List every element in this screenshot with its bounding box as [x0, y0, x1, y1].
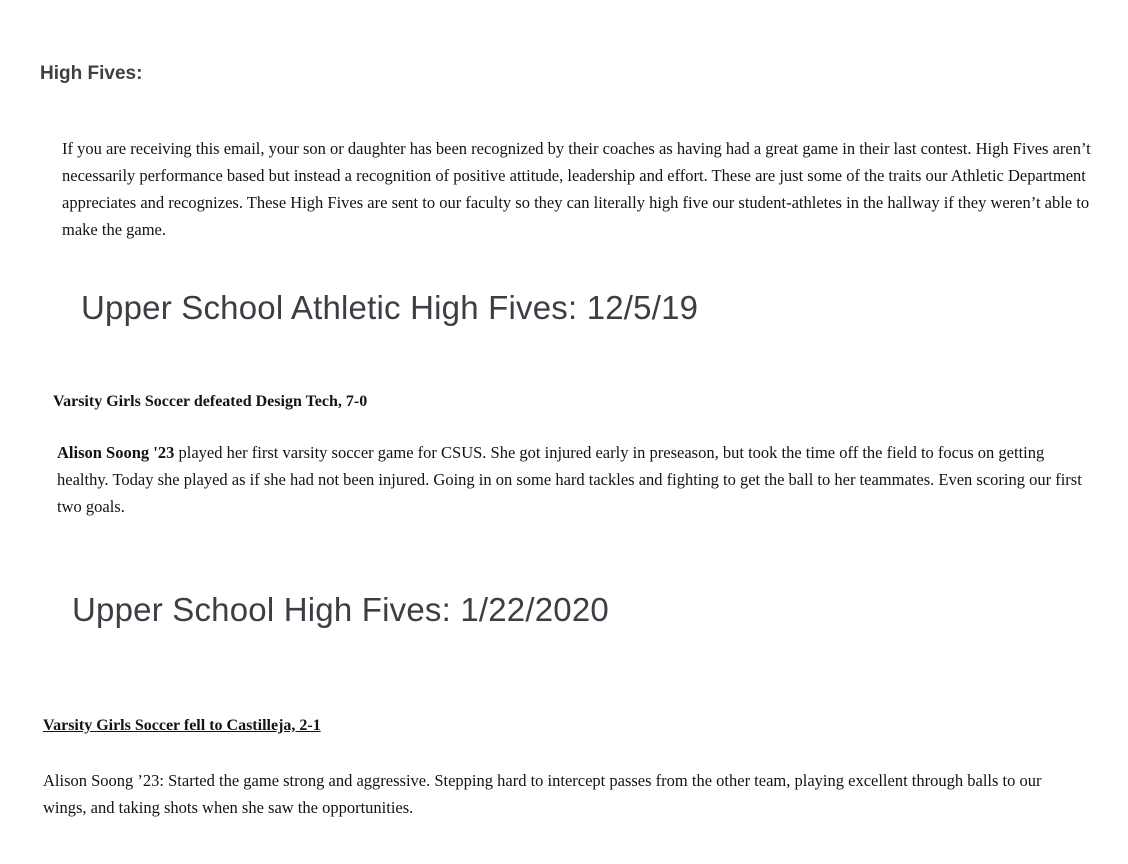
athlete-recap-text: played her first varsity soccer game for CSUS. She got injured early in preseason, but took the time off the field to focus on getting healthy. Today she played as if she had not been injured. Going in on some hard tackles and fighting to get the ball to her teammates. Even scoring our first two goals.	[57, 443, 1082, 516]
document-title: High Fives:	[40, 63, 143, 84]
match-result-subheading-castilleja: Varsity Girls Soccer fell to Castilleja, 2-1	[43, 717, 321, 734]
match-result-subheading-design-tech: Varsity Girls Soccer defeated Design Tech, 7-0	[53, 393, 368, 410]
athlete-recap-paragraph	[57, 439, 1092, 520]
athlete-name-bold: Alison Soong '23	[57, 443, 175, 462]
section-heading-athletic-high-fives: Upper School Athletic High Fives: 12/5/19	[81, 289, 699, 326]
intro-paragraph: If you are receiving this email, your son or daughter has been recognized by their coaches as having had a great game in their last contest. High Fives aren’t necessarily performance based but instead a recognition of positive attitude, leadership and effort. These are just some of the traits our Athletic Department appreciates and recognizes. These High Fives are sent to our faculty so they can literally high five our student-athletes in the hallway if they weren’t able to make the game.	[62, 139, 1091, 239]
section-heading-high-fives-2020: Upper School High Fives: 1/22/2020	[72, 591, 609, 628]
athlete-recap-paragraph-2: Alison Soong ’23: Started the game strong and aggressive. Stepping hard to intercept passes from the other team, playing excellent through balls to our wings, and taking shots when she saw the opportunities.	[43, 771, 1042, 817]
